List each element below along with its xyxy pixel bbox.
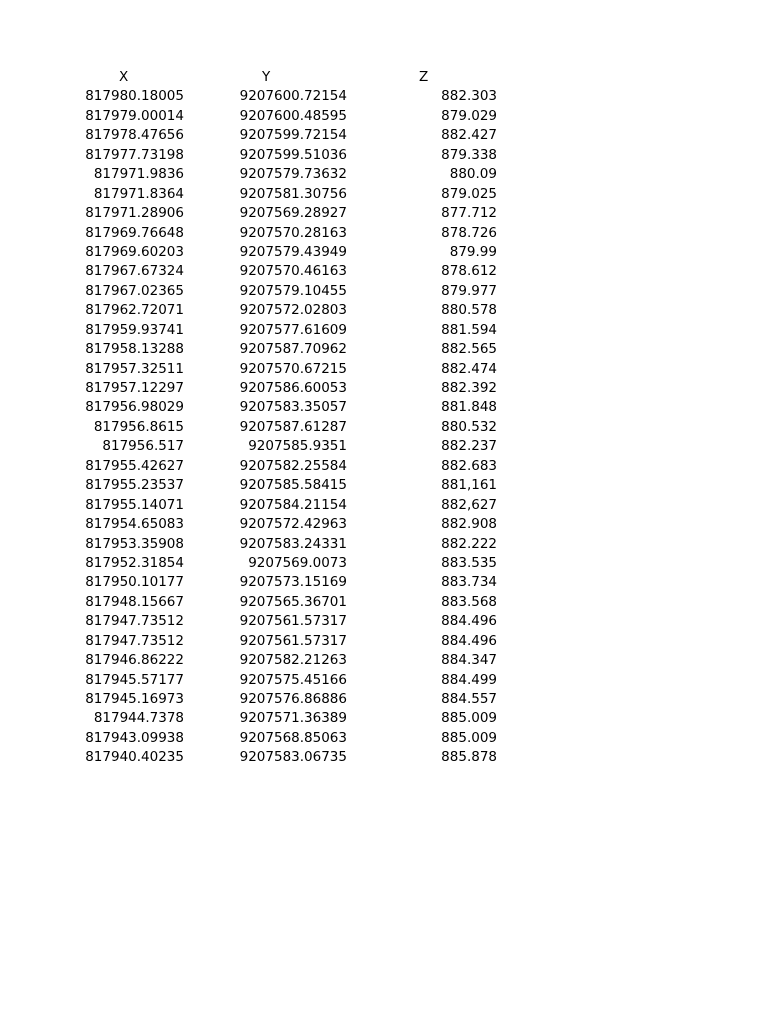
cell-x: 817955.14071 — [85, 496, 184, 513]
cell-x: 817956.517 — [102, 438, 184, 455]
cell-z: 878.726 — [441, 224, 497, 241]
cell-y: 9207561.57317 — [239, 632, 347, 649]
cell-y: 9207583.24331 — [239, 535, 347, 552]
cell-y: 9207569.28927 — [239, 205, 347, 222]
cell-z: 879.99 — [449, 243, 497, 260]
cell-z: 884.496 — [441, 613, 497, 630]
cell-x: 817967.67324 — [85, 263, 184, 280]
cell-x: 817958.13288 — [85, 341, 184, 358]
cell-z: 879.029 — [441, 107, 497, 124]
cell-x: 817971.28906 — [85, 205, 184, 222]
table-row — [0, 204, 768, 223]
cell-y: 9207575.45166 — [239, 671, 347, 688]
cell-z: 879.338 — [441, 146, 497, 163]
cell-y: 9207577.61609 — [239, 321, 347, 338]
cell-y: 9207584.21154 — [239, 496, 347, 513]
cell-z: 884.347 — [441, 652, 497, 669]
cell-x: 817947.73512 — [85, 613, 184, 630]
cell-x: 817945.16973 — [85, 691, 184, 707]
cell-z: 880.532 — [441, 418, 497, 435]
table-row — [0, 165, 768, 184]
cell-y: 9207579.10455 — [239, 282, 347, 299]
cell-x: 817946.86222 — [85, 652, 184, 669]
cell-z: 881,161 — [441, 477, 497, 494]
table-row — [0, 729, 768, 748]
cell-y: 9207572.02803 — [239, 302, 347, 319]
cell-z: 880.09 — [449, 166, 497, 183]
cell-y: 9207583.35057 — [239, 399, 347, 416]
table-row — [0, 671, 768, 690]
cell-x: 817956.98029 — [85, 399, 184, 416]
cell-y: 9207571.36389 — [239, 710, 347, 727]
table-row — [0, 282, 768, 301]
table-row — [0, 632, 768, 651]
table-row — [0, 709, 768, 728]
table-row — [0, 379, 768, 398]
cell-x: 817948.15667 — [85, 593, 184, 610]
table-row — [0, 301, 768, 320]
cell-y: 9207579.43949 — [239, 243, 347, 260]
table-row — [0, 515, 768, 534]
cell-z: 883.535 — [441, 554, 497, 571]
cell-z: 885.878 — [441, 749, 497, 766]
cell-y: 9207585.9351 — [248, 438, 347, 455]
cell-y: 9207579.73632 — [239, 166, 347, 183]
cell-x: 817943.09938 — [85, 729, 184, 746]
cell-y: 9207582.21263 — [239, 652, 347, 669]
table-row — [0, 321, 768, 340]
cell-y: 9207583.06735 — [239, 749, 347, 766]
table-row — [0, 593, 768, 612]
table-row — [0, 185, 768, 204]
table-row — [0, 146, 768, 165]
table-row — [0, 243, 768, 262]
table-row — [0, 457, 768, 476]
cell-y: 9207600.72154 — [239, 88, 347, 105]
table-row — [0, 126, 768, 145]
table-row — [0, 476, 768, 495]
cell-y: 9207599.72154 — [239, 127, 347, 144]
cell-x: 817979.00014 — [85, 107, 184, 124]
table-row — [0, 262, 768, 281]
cell-z: 882.237 — [441, 438, 497, 455]
cell-x: 817959.93741 — [85, 321, 184, 338]
table-row — [0, 573, 768, 592]
cell-z: 880.578 — [441, 302, 497, 319]
cell-x: 817945.57177 — [85, 671, 184, 688]
cell-z: 884.499 — [441, 671, 497, 688]
cell-x: 817957.12297 — [85, 380, 184, 396]
cell-x: 817969.60203 — [85, 243, 184, 260]
cell-x: 817947.73512 — [85, 632, 184, 649]
cell-y: 9207585.58415 — [239, 477, 347, 494]
table-row — [0, 554, 768, 573]
cell-z: 882.222 — [441, 535, 497, 552]
cell-y: 9207565.36701 — [239, 593, 347, 610]
table-body — [0, 87, 768, 767]
cell-y: 9207561.57317 — [239, 613, 347, 630]
cell-z: 882.474 — [441, 360, 497, 377]
cell-y: 9207570.67215 — [239, 360, 347, 377]
cell-z: 879.977 — [441, 282, 497, 299]
cell-y: 9207568.85063 — [239, 729, 347, 746]
cell-z: 879.025 — [441, 185, 497, 202]
coordinate-table — [0, 68, 768, 768]
cell-x: 817971.8364 — [93, 185, 184, 202]
header-z: Z — [419, 69, 429, 85]
cell-z: 877.712 — [441, 205, 497, 222]
table-row — [0, 535, 768, 554]
cell-x: 817977.73198 — [85, 146, 184, 163]
cell-z: 881.848 — [441, 399, 497, 416]
cell-x: 817957.32511 — [85, 360, 184, 377]
cell-z: 882,627 — [441, 496, 497, 513]
cell-z: 882.908 — [441, 516, 497, 533]
cell-x: 817954.65083 — [85, 516, 184, 533]
cell-y: 9207570.46163 — [239, 263, 347, 280]
cell-x: 817969.76648 — [85, 224, 184, 241]
header-x: X — [119, 69, 129, 85]
cell-y: 9207569.0073 — [248, 554, 347, 571]
table-row — [0, 690, 768, 709]
cell-z: 883.568 — [441, 593, 497, 610]
table-row — [0, 360, 768, 379]
cell-y: 9207582.25584 — [239, 457, 347, 474]
cell-x: 817955.23537 — [85, 477, 184, 494]
cell-z: 884.557 — [441, 691, 497, 707]
cell-x: 817944.7378 — [93, 710, 184, 727]
cell-x: 817953.35908 — [85, 535, 184, 552]
cell-y: 9207600.48595 — [239, 107, 347, 124]
table-row — [0, 398, 768, 417]
cell-y: 9207587.61287 — [239, 418, 347, 435]
cell-y: 9207587.70962 — [239, 341, 347, 358]
cell-x: 817956.8615 — [93, 418, 184, 435]
cell-x: 817978.47656 — [85, 127, 184, 144]
cell-x: 817980.18005 — [85, 88, 184, 105]
table-row — [0, 651, 768, 670]
cell-y: 9207586.60053 — [239, 380, 347, 396]
cell-z: 882.392 — [441, 380, 497, 396]
cell-x: 817962.72071 — [85, 302, 184, 319]
cell-x: 817955.42627 — [85, 457, 184, 474]
cell-z: 882.427 — [441, 127, 497, 144]
table-row — [0, 107, 768, 126]
cell-z: 883.734 — [441, 574, 497, 591]
cell-z: 882.565 — [441, 341, 497, 358]
table-row — [0, 340, 768, 359]
cell-y: 9207581.30756 — [239, 185, 347, 202]
table-row — [0, 496, 768, 515]
cell-x: 817940.40235 — [85, 749, 184, 766]
table-header-row — [0, 68, 768, 87]
table-row — [0, 612, 768, 631]
cell-z: 881.594 — [441, 321, 497, 338]
cell-z: 878.612 — [441, 263, 497, 280]
cell-z: 885.009 — [441, 710, 497, 727]
table-row — [0, 748, 768, 767]
cell-z: 884.496 — [441, 632, 497, 649]
cell-y: 9207599.51036 — [239, 146, 347, 163]
cell-y: 9207570.28163 — [239, 224, 347, 241]
table-row — [0, 418, 768, 437]
cell-z: 882.303 — [441, 88, 497, 105]
cell-x: 817950.10177 — [85, 574, 184, 591]
cell-y: 9207572.42963 — [239, 516, 347, 533]
table-row — [0, 224, 768, 243]
cell-x: 817971.9836 — [93, 166, 184, 183]
table-row — [0, 437, 768, 456]
cell-x: 817967.02365 — [85, 282, 184, 299]
cell-z: 882.683 — [441, 457, 497, 474]
cell-z: 885.009 — [441, 729, 497, 746]
header-y: Y — [262, 69, 271, 85]
table-row — [0, 87, 768, 106]
cell-x: 817952.31854 — [85, 554, 184, 571]
cell-y: 9207576.86886 — [239, 691, 347, 707]
cell-y: 9207573.15169 — [239, 574, 347, 591]
